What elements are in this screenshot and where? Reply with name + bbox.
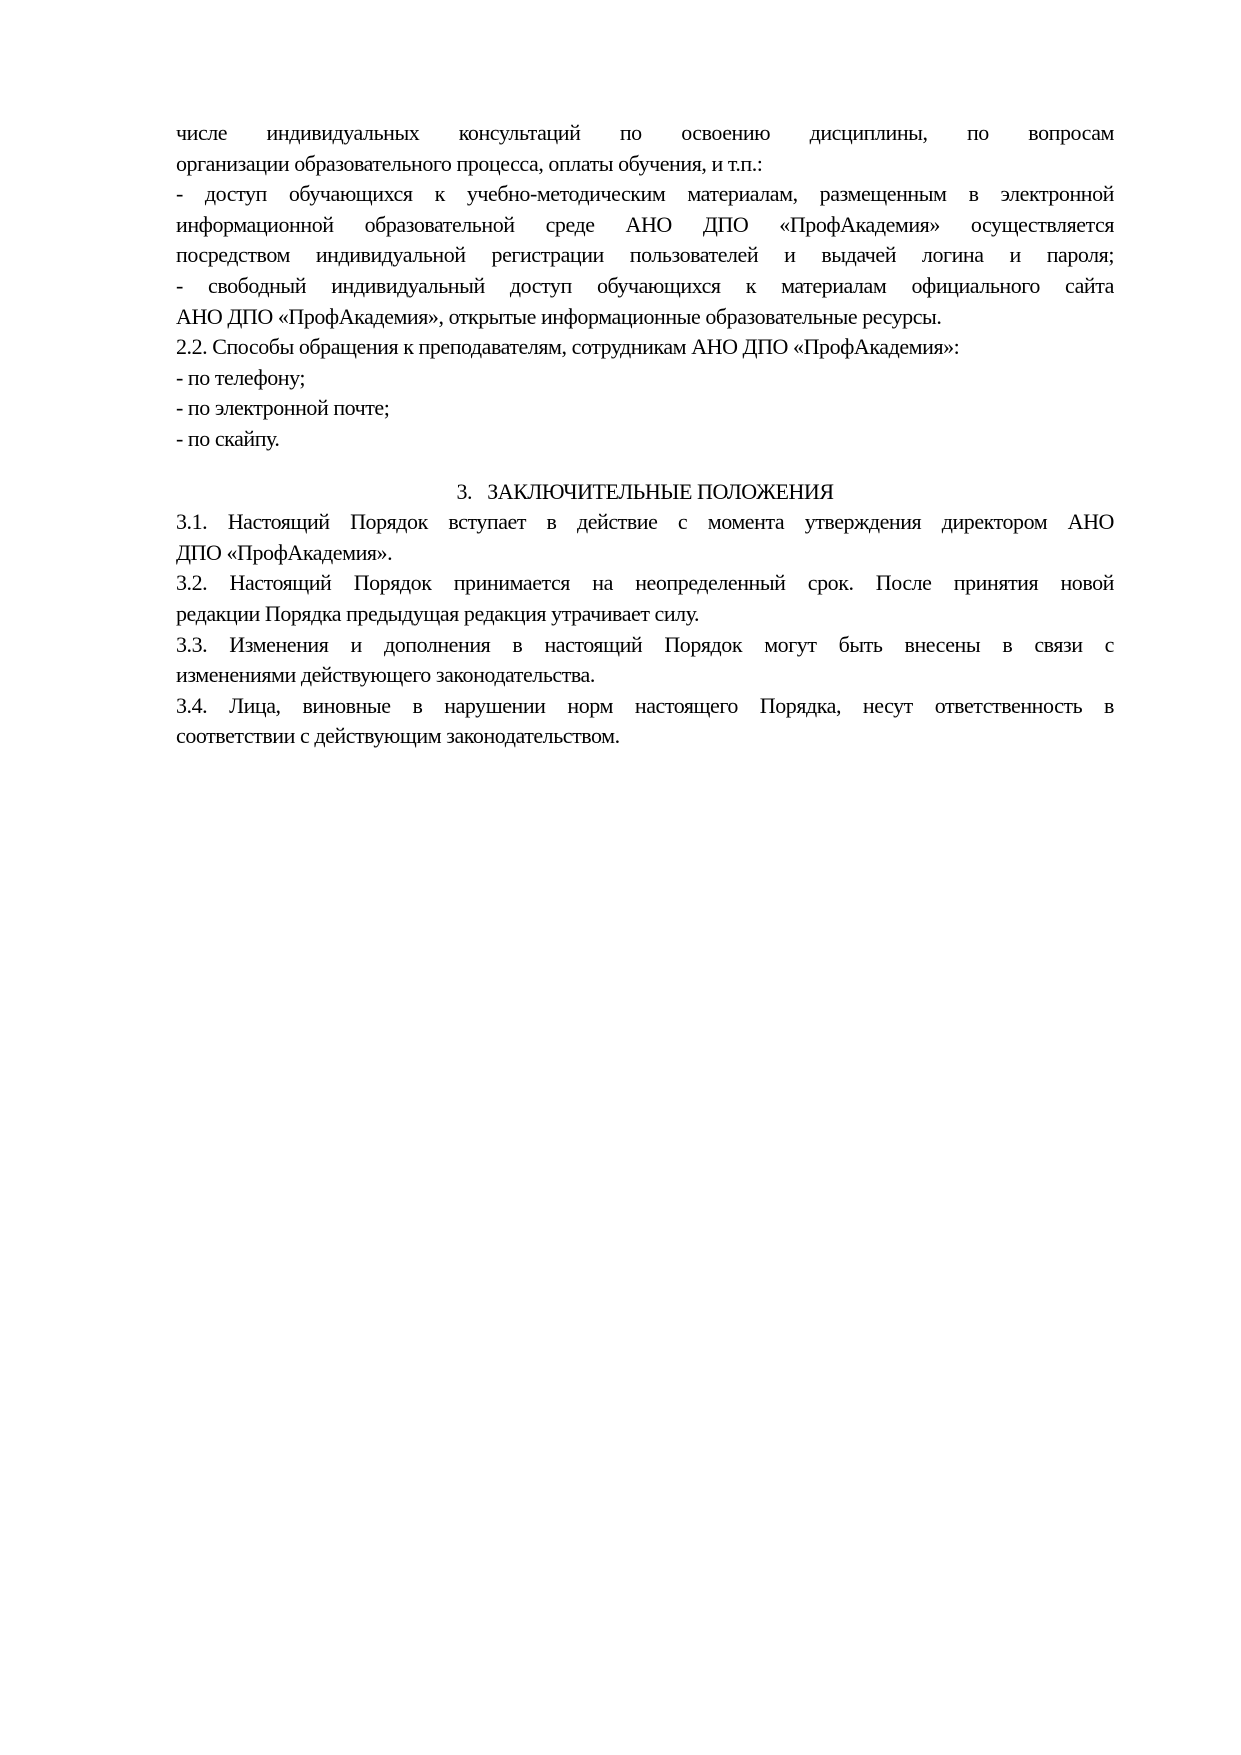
text-line: числе индивидуальных консультаций по освоению дисциплины, по вопросам [176, 120, 1114, 145]
text-line: - доступ обучающихся к учебно-методическим материалам, размещенным в электронной [176, 181, 1114, 207]
text-line: 3.3. Изменения и дополнения в настоящий Порядок могут быть внесены в связи с [176, 631, 1114, 657]
section-heading: 3. ЗАКЛЮЧИТЕЛЬНЫЕ ПОЛОЖЕНИЯ [456, 478, 834, 504]
text-line: 3.1. Настоящий Порядок вступает в действие с момента утверждения директором АНО [176, 509, 1114, 535]
text-line: АНО ДПО «ПрофАкадемия», открытые информационные образовательные ресурсы. [176, 303, 942, 329]
list-item: - по электронной почте; [176, 395, 390, 421]
text-line: посредством индивидуальной регистрации пользователей и выдачей логина и пароля; [176, 242, 1114, 268]
text-line: соответствии с действующим законодательством. [176, 723, 620, 749]
text-line: организации образовательного процесса, оплаты обучения, и т.п.: [176, 150, 763, 176]
text-line: - свободный индивидуальный доступ обучающихся к материалам официального сайта [176, 272, 1114, 298]
text-line: информационной образовательной среде АНО ДПО «ПрофАкадемия» осуществляется [176, 211, 1114, 237]
text-line: 3.2. Настоящий Порядок принимается на неопределенный срок. После принятия новой [176, 570, 1114, 596]
document-page [176, 118, 1114, 752]
list-item: - по телефону; [176, 364, 306, 390]
section-2-continuation [176, 118, 1114, 455]
text-line: 2.2. Способы обращения к преподавателям, сотрудникам АНО ДПО «ПрофАкадемия»: [176, 334, 960, 360]
spacer [176, 455, 1114, 477]
text-line: 3.4. Лица, виновные в нарушении норм настоящего Порядка, несут ответственность в [176, 692, 1114, 718]
text-line: ДПО «ПрофАкадемия». [176, 539, 393, 565]
text-line: изменениями действующего законодательства. [176, 662, 595, 688]
text-line: редакции Порядка предыдущая редакция утрачивает силу. [176, 600, 700, 626]
list-item: - по скайпу. [176, 425, 280, 451]
section-3-body [176, 507, 1114, 752]
